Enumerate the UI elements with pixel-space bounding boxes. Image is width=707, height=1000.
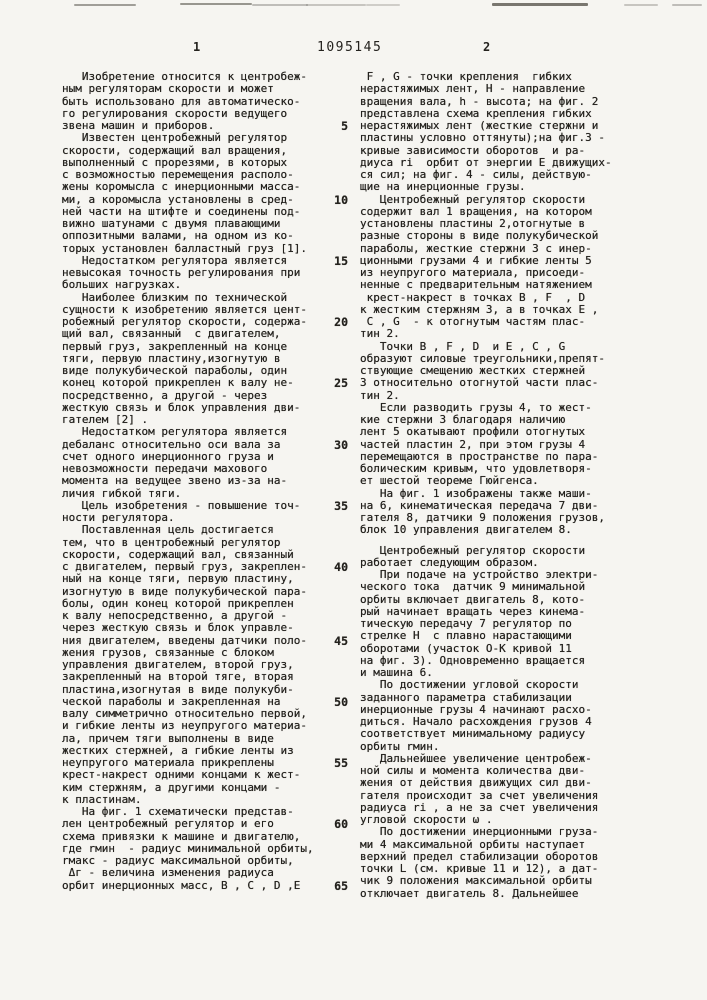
line-number: 55 <box>334 756 348 770</box>
text-line: ми 4 максимальной орбиты наступает <box>360 837 586 851</box>
text-line: rмакс - радиус максимальной орбиты, <box>62 854 294 867</box>
text-line: Наиболее близким по технической <box>62 290 288 304</box>
text-line: диться. Начало расхождения грузов 4 <box>360 715 592 728</box>
text-line: радиуса ri , а не за счет увеличения <box>360 800 599 814</box>
text-line: чик 9 положения максимальной орбиты <box>360 874 592 888</box>
text-line: Дальнейшее увеличение центробеж- <box>360 751 592 765</box>
text-line: первый груз, закрепленный на конце <box>62 339 288 353</box>
text-line: схема привязки к машине и двигателю, <box>62 829 301 843</box>
text-line: робежный регулятор скорости, содержа- <box>62 315 308 328</box>
text-line: Изобретение относится к центробеж- <box>62 70 308 83</box>
text-line: Центробежный регулятор скорости <box>360 192 586 206</box>
text-line: тем, что в центробежный регулятор <box>62 535 281 549</box>
text-line: ла, причем тяги выполнены в виде <box>62 731 274 745</box>
text-line: лен центробежный регулятор и его <box>62 817 274 831</box>
text-line: отключает двигатель 8. Дальнейшее <box>360 886 579 900</box>
text-line: ческой параболы и закрепленная на <box>62 694 281 708</box>
patent-number: 1095145 <box>317 40 383 55</box>
text-line: го регулирования скорости ведущего <box>62 106 288 120</box>
text-line: управления двигателем, второй груз, <box>62 658 294 671</box>
line-number: 30 <box>334 437 348 452</box>
text-line: тяги, первую пластину,изогнутую в <box>62 351 281 365</box>
text-line: При подаче на устройство электри- <box>360 568 599 581</box>
text-line: с возможностью перемещения располо- <box>62 168 294 181</box>
text-line: представлена схема крепления гибких <box>360 106 592 120</box>
text-line: Цель изобретения - повышение точ- <box>62 498 301 512</box>
text-line: Известен центробежный регулятор <box>62 131 288 145</box>
text-line: к пластинам. <box>62 792 142 806</box>
text-column-left <box>62 71 320 892</box>
text-line: щие на инерционные грузы. <box>360 180 526 194</box>
text-line: жения от действия движущих сил дви- <box>360 776 592 790</box>
text-line: образуют силовые треугольники,препят- <box>360 351 606 365</box>
text-line: торых установлен балластный груз [1]. <box>62 241 308 255</box>
text-line: кие стержни 3 благодаря наличию <box>360 413 566 426</box>
text-line: стрелке Н с плавно нарастающими <box>360 629 572 643</box>
text-line: через жесткую связь и блок управле- <box>62 621 294 635</box>
text-line: ческого тока датчик 9 минимальной <box>360 580 586 594</box>
scan-artifact <box>492 3 588 6</box>
text-line: с двигателем, первый груз, закреплен- <box>62 560 308 573</box>
line-number: 35 <box>334 498 348 513</box>
text-line: перемещаются в пространстве по пара- <box>360 449 599 463</box>
text-line: тин 2. <box>360 327 400 341</box>
text-line: жесткую связь и блок управления дви- <box>62 400 301 414</box>
text-line: выполненный с прорезями, в которых <box>62 155 288 169</box>
text-line: блок 10 управления двигателем 8. <box>360 523 572 537</box>
text-line: гателя 8, датчики 9 положения грузов, <box>360 511 606 524</box>
text-line: лент 5 окатывают профили отогнутых <box>360 425 586 439</box>
text-line: Недостатком регулятора является <box>62 425 288 439</box>
text-line: жены коромысла с инерционными масса- <box>62 180 301 194</box>
text-line: кривые зависимости оборотов и ра- <box>360 143 586 157</box>
text-line: F , G - точки крепления гибких <box>360 70 572 83</box>
text-line: ми, а коромысла установлены в сред- <box>62 192 294 206</box>
text-line: ствующие смещению жестких стержней <box>360 364 586 377</box>
text-line: Поставленная цель достигается <box>62 523 274 537</box>
line-number: 20 <box>334 315 348 329</box>
text-line: тическую передачу 7 регулятор по <box>360 617 572 630</box>
text-line: из неупругого материала, присоеди- <box>360 266 586 279</box>
text-line: нерастяжимых лент, Н - направление <box>360 82 586 96</box>
text-line: ней части на штифте и соединены под- <box>62 204 301 218</box>
text-line: угловой скорости ω . <box>360 813 493 826</box>
column-number-left: 1 <box>193 40 201 54</box>
text-line: ционными грузами 4 и гибкие ленты 5 <box>360 253 592 267</box>
text-line: ся сил; на фиг. 4 - силы, действую- <box>360 168 592 181</box>
text-line: ет шестой теореме Гюйгенса. <box>360 474 539 488</box>
text-line: ненные с предварительным натяжением <box>360 278 592 292</box>
text-line: установлены пластины 2,отогнутые в <box>360 217 586 230</box>
text-line: жестких стержней, а гибкие ленты из <box>62 743 294 757</box>
text-line: на 6, кинематическая передача 7 дви- <box>360 498 599 512</box>
text-line: точки L (см. кривые 11 и 12), а дат- <box>360 862 599 875</box>
text-line: изогнутую в виде полукубической пара- <box>62 584 308 598</box>
text-line: На фиг. 1 схематически представ- <box>62 805 294 818</box>
text-line: к валу непосредственно, а другой - <box>62 609 288 622</box>
text-line: ным регуляторам скорости и может <box>62 82 274 96</box>
text-line: нерастяжимых лент (жесткие стержни и <box>360 119 599 132</box>
text-line: жения грузов, связанные с блоком <box>62 645 274 659</box>
scan-artifact <box>366 4 400 6</box>
text-line: скорости, содержащий вал вращения, <box>62 143 288 157</box>
text-line: конец которой прикреплен к валу не- <box>62 376 294 390</box>
text-line: крест-накрест в точках В , F , D <box>360 290 586 304</box>
scan-artifact <box>306 4 366 6</box>
text-line: тин 2. <box>360 388 400 402</box>
scan-artifact <box>74 4 136 6</box>
text-line: ности регулятора. <box>62 511 175 524</box>
text-line: 3 относительно отогнутой части плас- <box>360 376 599 390</box>
text-line: С , G - к отогнутым частям плас- <box>360 315 586 328</box>
text-line: звена машин и приборов. <box>62 119 215 132</box>
text-line: вращения вала, h - высота; на фиг. 2 <box>360 94 599 108</box>
line-number: 40 <box>334 560 348 574</box>
text-line: к жестким стержням 3, а в точках Е , <box>360 302 599 316</box>
text-line: По достижении инерционными груза- <box>360 825 599 839</box>
text-line: неупругого материала прикреплены <box>62 756 274 769</box>
text-line: посредственно, а другой - через <box>62 388 268 402</box>
line-number: 25 <box>334 376 348 391</box>
line-number: 15 <box>334 253 348 268</box>
text-line: щий вал, связанный с двигателем, <box>62 327 281 341</box>
text-line: скорости, содержащий вал, связанный <box>62 547 294 561</box>
text-line: соответствует минимальному радиусу <box>360 727 586 741</box>
text-line: момента на ведущее звено из-за на- <box>62 474 288 488</box>
line-number: 60 <box>334 817 348 832</box>
scan-artifact <box>180 3 252 5</box>
text-line: оппозитными валами, на одном из ко- <box>62 229 294 243</box>
text-line: орбиты включает двигатель 8, кото- <box>360 592 586 606</box>
line-number: 50 <box>334 694 348 709</box>
text-line: По достижении угловой скорости <box>360 678 579 692</box>
text-line: личия гибкой тяги. <box>62 486 182 500</box>
text-line: ный на конце тяги, первую пластину, <box>62 572 294 586</box>
text-line: крест-накрест одними концами к жест- <box>62 768 301 782</box>
text-line: болическим кривым, что удовлетворя- <box>360 462 592 475</box>
text-line: гателем [2] . <box>62 413 149 426</box>
text-line: счет одного инерционного груза и <box>62 449 274 463</box>
text-line: гателя происходит за счет увеличения <box>360 788 599 802</box>
text-line: невозможности передачи махового <box>62 462 268 475</box>
line-number: 10 <box>334 192 348 207</box>
text-line: закрепленный на второй тяге, вторая <box>62 670 294 684</box>
text-line: болы, один конец которой прикреплен <box>62 596 294 610</box>
text-line: больших нагрузках. <box>62 278 182 292</box>
text-line: дебаланс относительно оси вала за <box>62 437 281 451</box>
text-line: Δг - величина изменения радиуса <box>62 866 274 880</box>
line-number: 65 <box>334 878 348 893</box>
text-line: орбиты rмин. <box>360 739 440 753</box>
line-number: 45 <box>334 633 348 648</box>
text-line: параболы, жесткие стержни 3 с инер- <box>360 241 592 255</box>
text-line: ной силы и момента количества дви- <box>360 764 586 777</box>
text-line: Точки В , F , D и Е , С , G <box>360 339 566 353</box>
text-line: на фиг. 3). Одновременно вращается <box>360 653 586 667</box>
text-line: разные стороны в виде полукубической <box>360 229 599 243</box>
scan-artifact <box>252 4 308 6</box>
scan-artifact <box>672 4 702 6</box>
text-line: пластины условно оттянуты);на фиг.3 - <box>360 131 606 145</box>
text-line: сущности к изобретению является цент- <box>62 302 308 316</box>
text-line: диуса ri орбит от энергии Е движущих- <box>360 155 612 169</box>
text-line: невысокая точность регулирования при <box>62 266 301 279</box>
scan-artifact <box>624 4 658 6</box>
text-line: и гибкие ленты из неупругого материа- <box>62 719 308 733</box>
text-line: инерционные грузы 4 начинают расхо- <box>360 702 592 716</box>
text-line: вижно шатунами с двумя плавающими <box>62 217 281 230</box>
text-line: пластина,изогнутая в виде полукуби- <box>62 682 294 696</box>
text-line: работает следующим образом. <box>360 555 539 569</box>
text-line: орбит инерционных масс, В , С , D ,Е <box>62 878 301 892</box>
text-line: На фиг. 1 изображены также маши- <box>360 486 592 500</box>
text-line: ким стержням, а другими концами - <box>62 780 281 794</box>
text-line: Если разводить грузы 4, то жест- <box>360 400 592 414</box>
text-line: рый начинает вращать через кинема- <box>360 604 586 618</box>
text-line: Недостатком регулятора является <box>62 253 288 267</box>
text-line: где rмин - радиус минимальной орбиты, <box>62 841 314 855</box>
text-line: виде полукубической параболы, один <box>62 364 288 377</box>
text-line: верхний предел стабилизации оборотов <box>360 849 599 863</box>
text-line: оборотами (участок О-К кривой 11 <box>360 641 572 655</box>
text-line: содержит вал 1 вращения, на котором <box>360 204 592 218</box>
text-line: и машина 6. <box>360 666 433 679</box>
text-line: частей пластин 2, при этом грузы 4 <box>360 437 586 451</box>
text-line: Центробежный регулятор скорости <box>360 543 586 557</box>
text-line: заданного параметра стабилизации <box>360 690 572 704</box>
text-line: валу симметрично относительно первой, <box>62 707 308 720</box>
text-line: ния двигателем, введены датчики поло- <box>62 633 308 647</box>
line-number: 5 <box>341 119 348 133</box>
text-column-right <box>360 71 618 900</box>
text-line: быть использовано для автоматическо- <box>62 94 301 108</box>
column-number-right: 2 <box>483 40 491 54</box>
